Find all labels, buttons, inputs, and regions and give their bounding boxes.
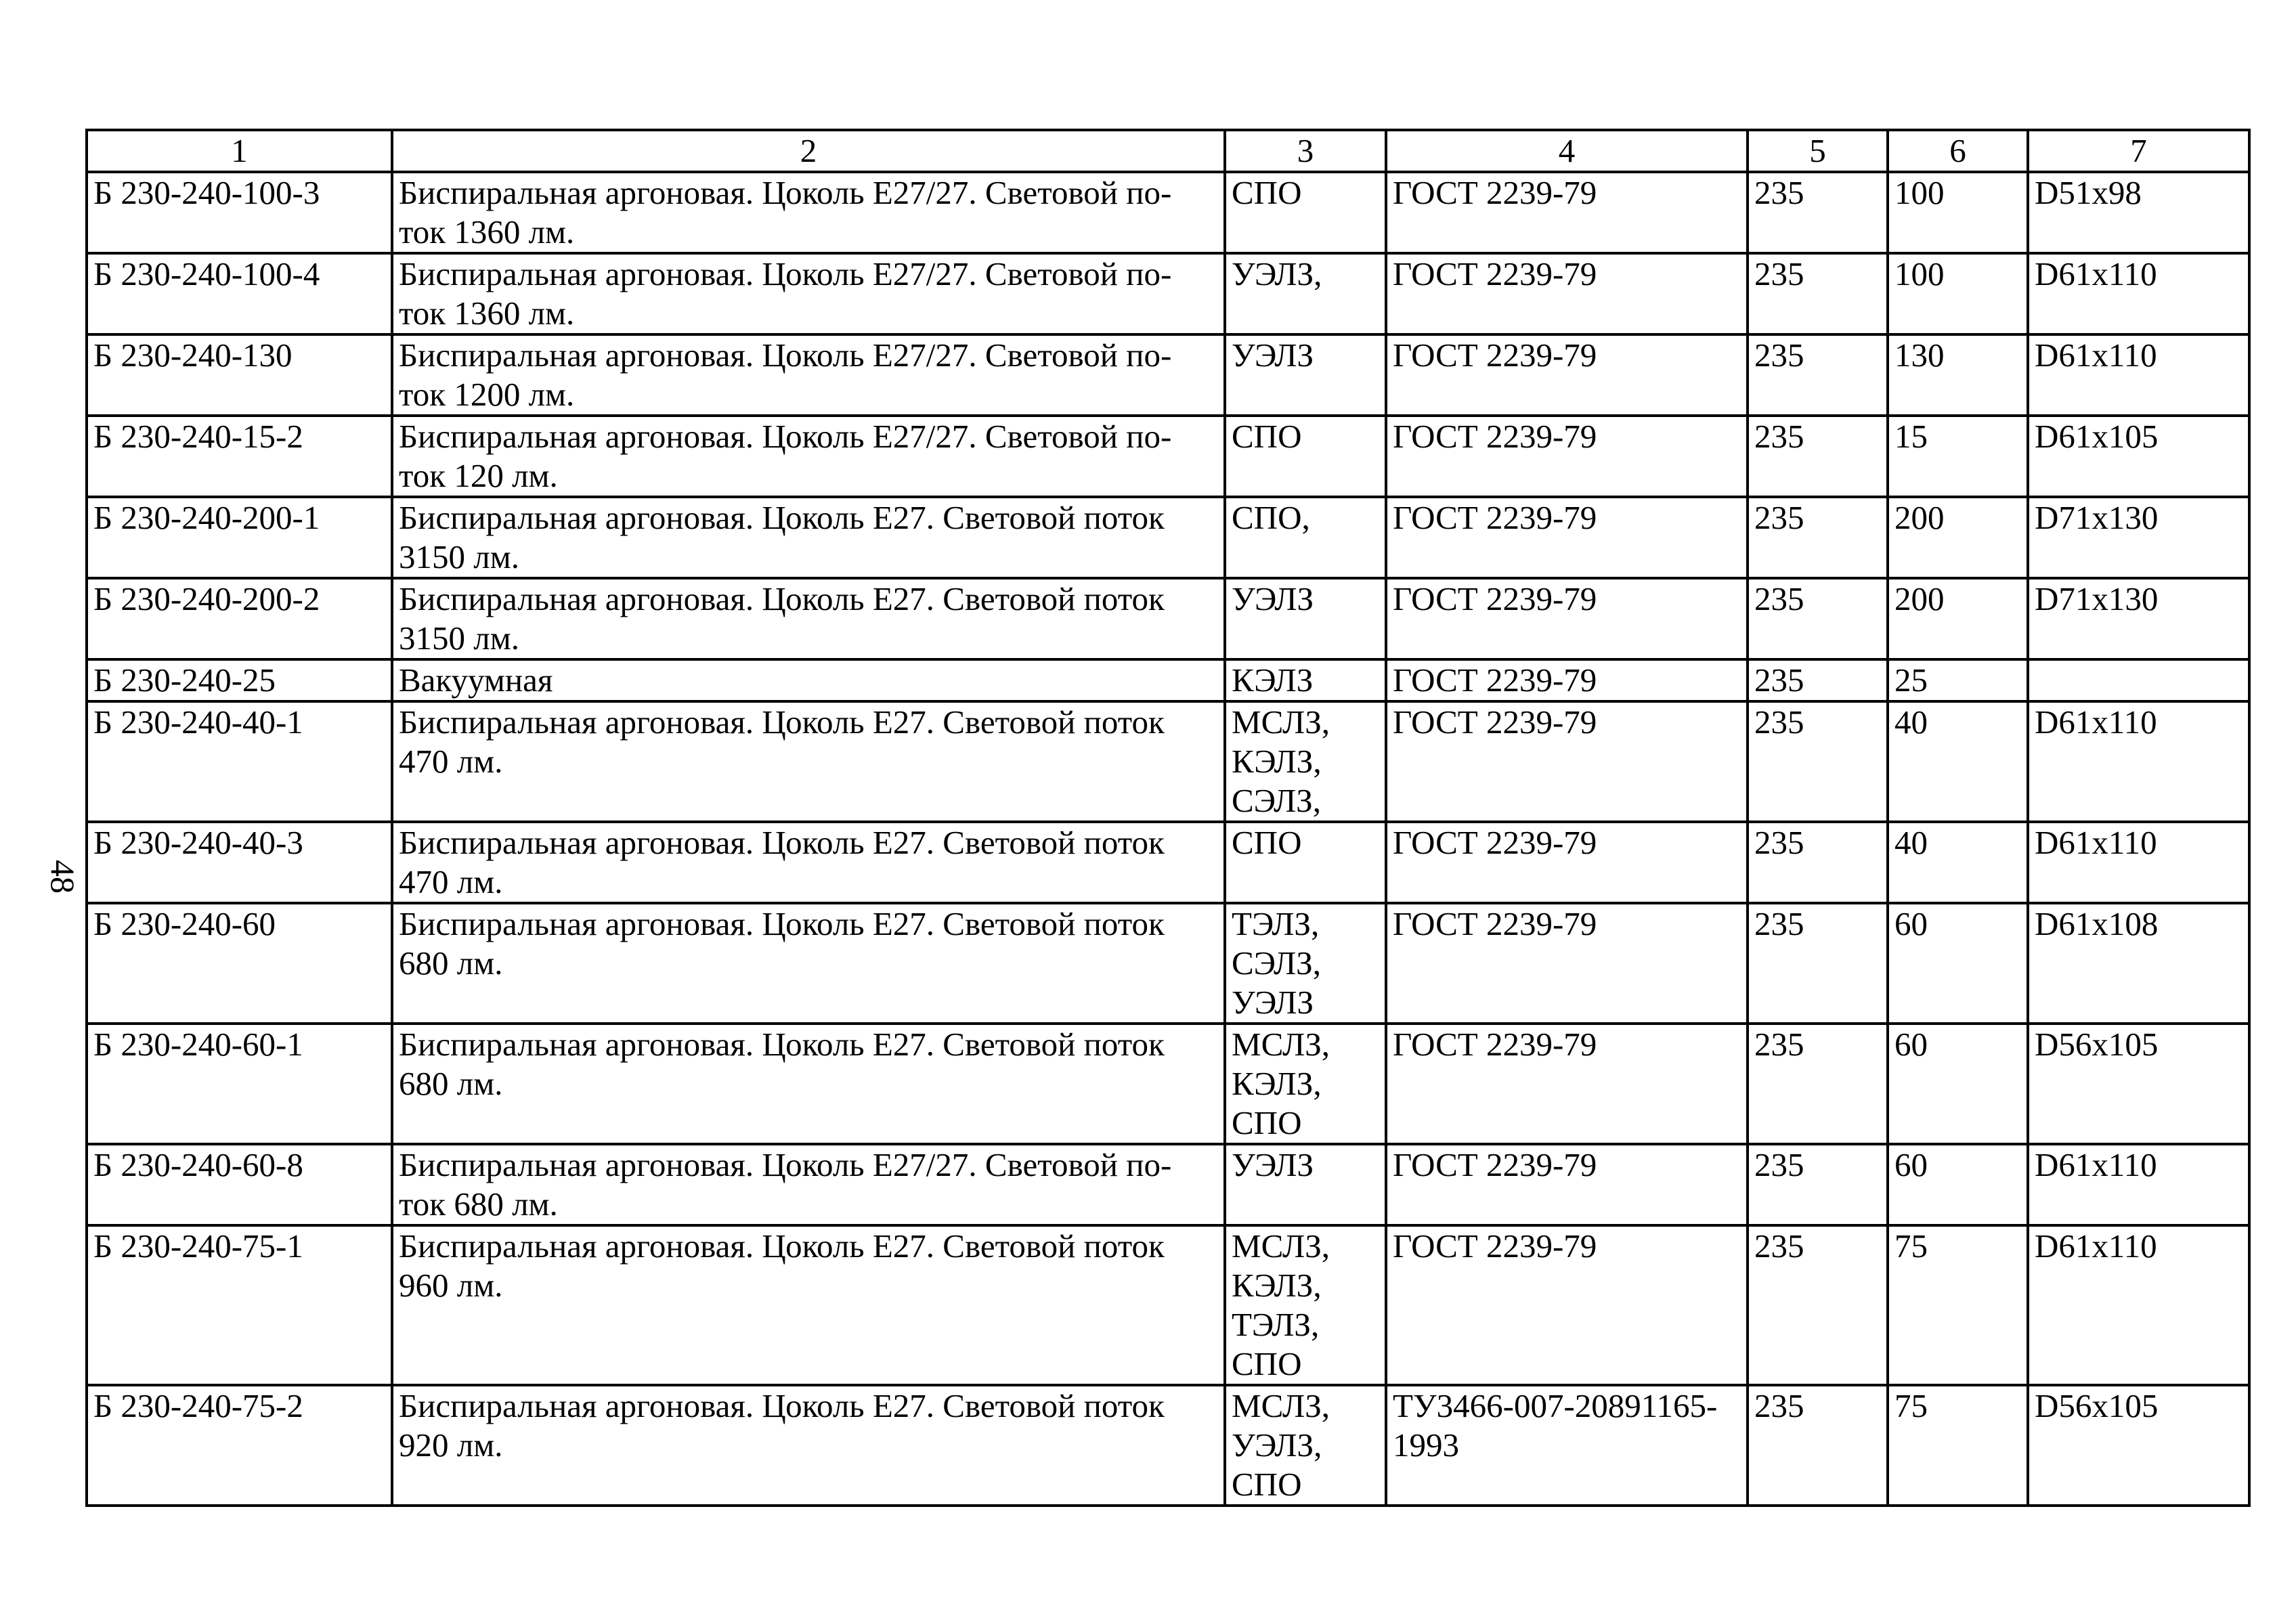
description-cell bbox=[392, 659, 1225, 701]
dimensions-cell: D61x110 bbox=[2028, 1225, 2249, 1385]
manufacturer-cell-line: УЭЛЗ, bbox=[1232, 1426, 1322, 1464]
standard-cell-line: ГОСТ 2239-79 bbox=[1393, 1227, 1597, 1265]
lamp-code-cell: Б 230-240-130 bbox=[87, 334, 392, 416]
description-cell bbox=[392, 1024, 1225, 1144]
description-cell-line: Биспиральная аргоновая. Цоколь Е27. Световой поток bbox=[399, 499, 1165, 536]
table-row bbox=[87, 701, 2249, 822]
standard-cell bbox=[1386, 701, 1748, 822]
standard-cell bbox=[1386, 659, 1748, 701]
description-cell-line: 3150 лм. bbox=[399, 538, 519, 575]
lamp-code-cell: Б 230-240-75-1 bbox=[87, 1225, 392, 1385]
power-cell: 40 bbox=[1888, 701, 2028, 822]
power-cell: 100 bbox=[1888, 253, 2028, 334]
manufacturer-cell bbox=[1225, 334, 1386, 416]
standard-cell-line: ТУ3466-007-20891165- bbox=[1393, 1387, 1718, 1424]
manufacturer-cell bbox=[1225, 416, 1386, 497]
standard-cell bbox=[1386, 1144, 1748, 1225]
header-col-7: 7 bbox=[2028, 130, 2249, 172]
voltage-cell: 235 bbox=[1748, 1144, 1888, 1225]
manufacturer-cell-line: ТЭЛЗ, bbox=[1232, 905, 1320, 942]
manufacturer-cell-line: МСЛЗ, bbox=[1232, 1387, 1330, 1424]
standard-cell-line: ГОСТ 2239-79 bbox=[1393, 418, 1597, 455]
voltage-cell: 235 bbox=[1748, 253, 1888, 334]
description-cell-line: Биспиральная аргоновая. Цоколь Е27. Световой поток bbox=[399, 1387, 1165, 1424]
table-row bbox=[87, 903, 2249, 1024]
manufacturer-cell bbox=[1225, 659, 1386, 701]
voltage-cell: 235 bbox=[1748, 903, 1888, 1024]
standard-cell bbox=[1386, 578, 1748, 659]
description-cell-line: Вакуумная bbox=[399, 661, 553, 699]
dimensions-cell: D61x110 bbox=[2028, 822, 2249, 903]
dimensions-cell: D61x110 bbox=[2028, 701, 2249, 822]
lamp-code-cell: Б 230-240-100-3 bbox=[87, 172, 392, 253]
description-cell-line: ток 1200 лм. bbox=[399, 376, 575, 413]
description-cell bbox=[392, 903, 1225, 1024]
voltage-cell: 235 bbox=[1748, 334, 1888, 416]
manufacturer-cell-line: СПО bbox=[1232, 1345, 1302, 1382]
dimensions-cell: D61x110 bbox=[2028, 1144, 2249, 1225]
description-cell-line: Биспиральная аргоновая. Цоколь Е27. Световой поток bbox=[399, 905, 1165, 942]
description-cell-line: ток 1360 лм. bbox=[399, 294, 575, 332]
voltage-cell: 235 bbox=[1748, 578, 1888, 659]
manufacturer-cell bbox=[1225, 903, 1386, 1024]
table-row bbox=[87, 334, 2249, 416]
voltage-cell: 235 bbox=[1748, 172, 1888, 253]
manufacturer-cell bbox=[1225, 253, 1386, 334]
description-cell bbox=[392, 701, 1225, 822]
manufacturer-cell-line: СПО bbox=[1232, 174, 1302, 211]
description-cell-line: Биспиральная аргоновая. Цоколь Е27. Световой поток bbox=[399, 1227, 1165, 1265]
standard-cell bbox=[1386, 172, 1748, 253]
voltage-cell: 235 bbox=[1748, 659, 1888, 701]
standard-cell-line: ГОСТ 2239-79 bbox=[1393, 1146, 1597, 1183]
standard-cell-line: ГОСТ 2239-79 bbox=[1393, 580, 1597, 617]
standard-cell bbox=[1386, 1225, 1748, 1385]
description-cell bbox=[392, 497, 1225, 578]
manufacturer-cell-line: СПО bbox=[1232, 1104, 1302, 1141]
standard-cell-line: ГОСТ 2239-79 bbox=[1393, 661, 1597, 699]
dimensions-cell: D71x130 bbox=[2028, 497, 2249, 578]
description-cell-line: 470 лм. bbox=[399, 863, 503, 900]
table-row bbox=[87, 1225, 2249, 1385]
header-col-3: 3 bbox=[1225, 130, 1386, 172]
manufacturer-cell-line: СЭЛЗ, bbox=[1232, 944, 1321, 982]
dimensions-cell: D56x105 bbox=[2028, 1385, 2249, 1506]
manufacturer-cell-line: УЭЛЗ bbox=[1232, 580, 1314, 617]
manufacturer-cell bbox=[1225, 497, 1386, 578]
standard-cell-line: 1993 bbox=[1393, 1426, 1459, 1464]
header-col-4: 4 bbox=[1386, 130, 1748, 172]
lamp-code-cell: Б 230-240-60-8 bbox=[87, 1144, 392, 1225]
manufacturer-cell bbox=[1225, 1144, 1386, 1225]
description-cell bbox=[392, 1385, 1225, 1506]
description-cell-line: ток 120 лм. bbox=[399, 457, 558, 494]
manufacturer-cell-line: СПО, bbox=[1232, 499, 1310, 536]
standard-cell-line: ГОСТ 2239-79 bbox=[1393, 824, 1597, 861]
standard-cell bbox=[1386, 1024, 1748, 1144]
standard-cell-line: ГОСТ 2239-79 bbox=[1393, 255, 1597, 292]
standard-cell-line: ГОСТ 2239-79 bbox=[1393, 1026, 1597, 1063]
voltage-cell: 235 bbox=[1748, 416, 1888, 497]
table-row bbox=[87, 253, 2249, 334]
power-cell: 75 bbox=[1888, 1385, 2028, 1506]
description-cell bbox=[392, 1144, 1225, 1225]
description-cell bbox=[392, 578, 1225, 659]
lamp-code-cell: Б 230-240-40-3 bbox=[87, 822, 392, 903]
power-cell: 60 bbox=[1888, 1144, 2028, 1225]
manufacturer-cell bbox=[1225, 701, 1386, 822]
power-cell: 100 bbox=[1888, 172, 2028, 253]
description-cell-line: Биспиральная аргоновая. Цоколь Е27. Световой поток bbox=[399, 703, 1165, 741]
power-cell: 15 bbox=[1888, 416, 2028, 497]
manufacturer-cell-line: ТЭЛЗ, bbox=[1232, 1306, 1320, 1343]
standard-cell-line: ГОСТ 2239-79 bbox=[1393, 905, 1597, 942]
lamp-code-cell: Б 230-240-200-1 bbox=[87, 497, 392, 578]
power-cell: 60 bbox=[1888, 1024, 2028, 1144]
table-row bbox=[87, 172, 2249, 253]
table-row bbox=[87, 1144, 2249, 1225]
description-cell-line: Биспиральная аргоновая. Цоколь Е27/27. Световой по- bbox=[399, 1146, 1172, 1183]
manufacturer-cell-line: МСЛЗ, bbox=[1232, 1227, 1330, 1265]
table-row bbox=[87, 822, 2249, 903]
description-cell-line: Биспиральная аргоновая. Цоколь Е27/27. Световой по- bbox=[399, 418, 1172, 455]
table-row bbox=[87, 1024, 2249, 1144]
manufacturer-cell-line: МСЛЗ, bbox=[1232, 1026, 1330, 1063]
description-cell bbox=[392, 253, 1225, 334]
description-cell bbox=[392, 334, 1225, 416]
description-cell-line: 920 лм. bbox=[399, 1426, 503, 1464]
page-number: 48 bbox=[44, 860, 82, 894]
lamp-code-cell: Б 230-240-100-4 bbox=[87, 253, 392, 334]
manufacturer-cell-line: СЭЛЗ, bbox=[1232, 782, 1321, 819]
table-body bbox=[87, 172, 2249, 1506]
manufacturer-cell bbox=[1225, 578, 1386, 659]
lamp-code-cell: Б 230-240-60 bbox=[87, 903, 392, 1024]
description-cell bbox=[392, 1225, 1225, 1385]
lamp-code-cell: Б 230-240-200-2 bbox=[87, 578, 392, 659]
voltage-cell: 235 bbox=[1748, 1385, 1888, 1506]
description-cell-line: Биспиральная аргоновая. Цоколь Е27/27. Световой по- bbox=[399, 174, 1172, 211]
dimensions-cell: D51x98 bbox=[2028, 172, 2249, 253]
dimensions-cell: D61x105 bbox=[2028, 416, 2249, 497]
description-cell-line: Биспиральная аргоновая. Цоколь Е27. Световой поток bbox=[399, 580, 1165, 617]
header-col-6: 6 bbox=[1888, 130, 2028, 172]
header-col-5: 5 bbox=[1748, 130, 1888, 172]
lamp-code-cell: Б 230-240-40-1 bbox=[87, 701, 392, 822]
standard-cell bbox=[1386, 253, 1748, 334]
lamp-code-cell: Б 230-240-60-1 bbox=[87, 1024, 392, 1144]
description-cell-line: Биспиральная аргоновая. Цоколь Е27. Световой поток bbox=[399, 1026, 1165, 1063]
description-cell-line: 680 лм. bbox=[399, 944, 503, 982]
description-cell-line: ток 680 лм. bbox=[399, 1185, 558, 1223]
voltage-cell: 235 bbox=[1748, 1225, 1888, 1385]
manufacturer-cell-line: КЭЛЗ bbox=[1232, 661, 1314, 699]
power-cell: 75 bbox=[1888, 1225, 2028, 1385]
power-cell: 200 bbox=[1888, 497, 2028, 578]
dimensions-cell: D71x130 bbox=[2028, 578, 2249, 659]
manufacturer-cell bbox=[1225, 172, 1386, 253]
header-col-1: 1 bbox=[87, 130, 392, 172]
manufacturer-cell-line: УЭЛЗ, bbox=[1232, 255, 1322, 292]
dimensions-cell: D61x110 bbox=[2028, 253, 2249, 334]
table-row bbox=[87, 659, 2249, 701]
table-row bbox=[87, 578, 2249, 659]
header-row bbox=[87, 130, 2249, 172]
manufacturer-cell-line: КЭЛЗ, bbox=[1232, 743, 1322, 780]
power-cell: 60 bbox=[1888, 903, 2028, 1024]
standard-cell-line: ГОСТ 2239-79 bbox=[1393, 499, 1597, 536]
header-col-2: 2 bbox=[392, 130, 1225, 172]
manufacturer-cell-line: СПО bbox=[1232, 1466, 1302, 1503]
manufacturer-cell-line: УЭЛЗ bbox=[1232, 1146, 1314, 1183]
description-cell-line: 3150 лм. bbox=[399, 619, 519, 657]
description-cell bbox=[392, 172, 1225, 253]
manufacturer-cell-line: КЭЛЗ, bbox=[1232, 1267, 1322, 1304]
table-row bbox=[87, 416, 2249, 497]
description-cell-line: ток 1360 лм. bbox=[399, 213, 575, 250]
table-row bbox=[87, 1385, 2249, 1506]
standard-cell bbox=[1386, 416, 1748, 497]
manufacturer-cell-line: КЭЛЗ, bbox=[1232, 1065, 1322, 1102]
power-cell: 40 bbox=[1888, 822, 2028, 903]
standard-cell-line: ГОСТ 2239-79 bbox=[1393, 703, 1597, 741]
description-cell bbox=[392, 822, 1225, 903]
power-cell: 130 bbox=[1888, 334, 2028, 416]
power-cell: 25 bbox=[1888, 659, 2028, 701]
manufacturer-cell-line: УЭЛЗ bbox=[1232, 984, 1314, 1021]
voltage-cell: 235 bbox=[1748, 1024, 1888, 1144]
standard-cell bbox=[1386, 903, 1748, 1024]
description-cell-line: 960 лм. bbox=[399, 1267, 503, 1304]
description-cell-line: Биспиральная аргоновая. Цоколь Е27/27. Световой по- bbox=[399, 255, 1172, 292]
manufacturer-cell-line: УЭЛЗ bbox=[1232, 336, 1314, 374]
lamp-spec-table bbox=[85, 129, 2251, 1507]
dimensions-cell: D56x105 bbox=[2028, 1024, 2249, 1144]
lamp-code-cell: Б 230-240-25 bbox=[87, 659, 392, 701]
standard-cell bbox=[1386, 334, 1748, 416]
dimensions-cell: D61x108 bbox=[2028, 903, 2249, 1024]
manufacturer-cell bbox=[1225, 1024, 1386, 1144]
table-row bbox=[87, 497, 2249, 578]
dimensions-cell bbox=[2028, 659, 2249, 701]
manufacturer-cell bbox=[1225, 822, 1386, 903]
description-cell-line: 680 лм. bbox=[399, 1065, 503, 1102]
voltage-cell: 235 bbox=[1748, 701, 1888, 822]
lamp-code-cell: Б 230-240-15-2 bbox=[87, 416, 392, 497]
dimensions-cell: D61x110 bbox=[2028, 334, 2249, 416]
manufacturer-cell-line: СПО bbox=[1232, 824, 1302, 861]
manufacturer-cell bbox=[1225, 1385, 1386, 1506]
standard-cell bbox=[1386, 822, 1748, 903]
lamp-code-cell: Б 230-240-75-2 bbox=[87, 1385, 392, 1506]
voltage-cell: 235 bbox=[1748, 497, 1888, 578]
manufacturer-cell-line: МСЛЗ, bbox=[1232, 703, 1330, 741]
standard-cell bbox=[1386, 1385, 1748, 1506]
voltage-cell: 235 bbox=[1748, 822, 1888, 903]
power-cell: 200 bbox=[1888, 578, 2028, 659]
manufacturer-cell-line: СПО bbox=[1232, 418, 1302, 455]
standard-cell bbox=[1386, 497, 1748, 578]
standard-cell-line: ГОСТ 2239-79 bbox=[1393, 336, 1597, 374]
description-cell-line: Биспиральная аргоновая. Цоколь Е27. Световой поток bbox=[399, 824, 1165, 861]
manufacturer-cell bbox=[1225, 1225, 1386, 1385]
description-cell bbox=[392, 416, 1225, 497]
description-cell-line: Биспиральная аргоновая. Цоколь Е27/27. Световой по- bbox=[399, 336, 1172, 374]
standard-cell-line: ГОСТ 2239-79 bbox=[1393, 174, 1597, 211]
description-cell-line: 470 лм. bbox=[399, 743, 503, 780]
